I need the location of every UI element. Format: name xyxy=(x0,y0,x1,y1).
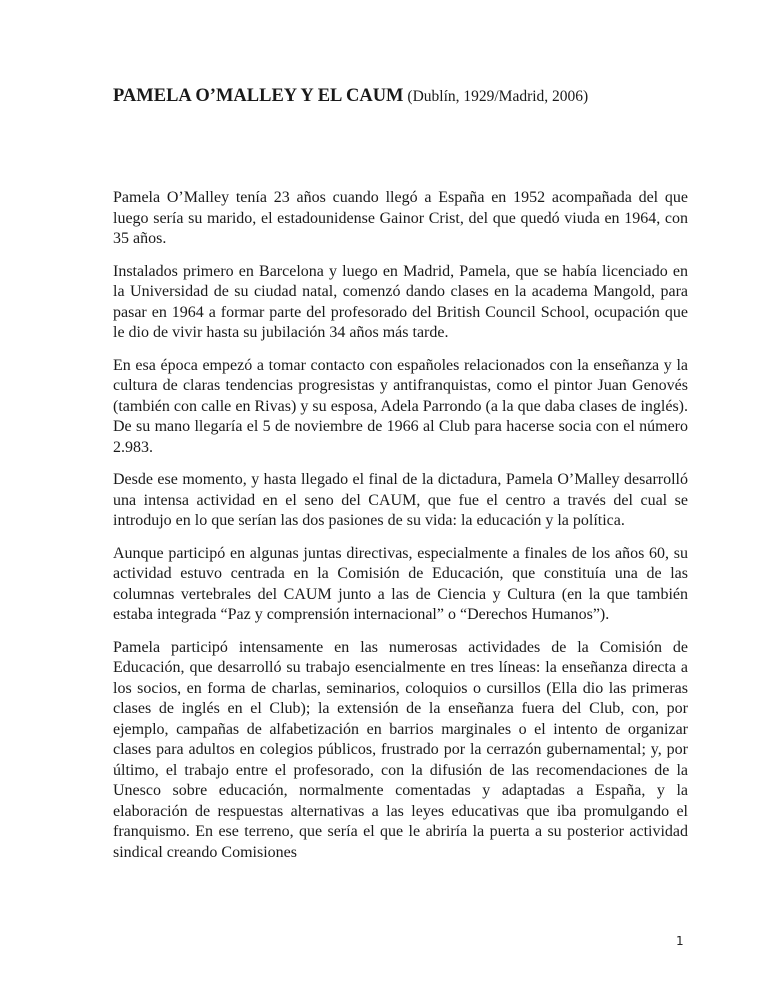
paragraph: Desde ese momento, y hasta llegado el final de la dictadura, Pamela O’Malley desarrolló una intensa actividad en el seno del CAUM, que fue el centro a través del cual se introdujo en lo que serían las dos pasiones de su vida: la educación y la política. xyxy=(113,471,688,529)
paragraph: Instalados primero en Barcelona y luego en Madrid, Pamela, que se había licenciado en la Universidad de su ciudad natal, comenzó dando clases en la academa Mangold, para pasar en 1964 a formar parte del profesorado del British Council School, ocupación que le dio de vivir hasta su jubilación 34 años más tarde. xyxy=(113,262,688,341)
title-main: PAMELA O’MALLEY Y EL CAUM xyxy=(113,86,404,106)
document-body xyxy=(113,188,688,875)
page-number: 1 xyxy=(676,934,684,948)
paragraph: Aunque participó en algunas juntas directivas, especialmente a finales de los años 60, su actividad estuvo centrada en la Comisión de Educación, que constituía una de las columnas vertebrales del CAUM junto a las de Ciencia y Cultura (en la que también estaba integrada “Paz y comprensión internacional” o “Derechos Humanos”). xyxy=(113,544,688,623)
paragraph: En esa época empezó a tomar contacto con españoles relacionados con la enseñanza y la cultura de claras tendencias progresistas y antifranquistas, como el pintor Juan Genovés (también con calle en Rivas) y su esposa, Adela Parrondo (a la que daba clases de inglés). De su mano llegaría el 5 de noviembre de 1966 al Club para hacerse socia con el número 2.983. xyxy=(113,356,688,456)
paragraph: Pamela participó intensamente en las numerosas actividades de la Comisión de Educación, que desarrolló su trabajo esencialmente en tres líneas: la enseñanza directa a los socios, en forma de charlas, seminarios, coloquios o cursillos (Ella dio las primeras clases de inglés en el Club); la extensión de la enseñanza fuera del Club, con, por ejemplo, campañas de alfabetización en barrios marginales o el intento de organizar clases para adultos en colegios públicos, frustrado por la cerrazón gubernamental; y, por último, el trabajo entre el profesorado, con la difusión de las recomendaciones de la Unesco sobre educación, normalmente comentadas y adaptadas a España, y la elaboración de respuestas alternativas a las leyes educativas que iba promulgando el franquismo. En ese terreno, que sería el que le abriría la puerta a su posterior actividad sindical creando Comisiones xyxy=(113,638,688,861)
document-title xyxy=(113,86,588,107)
title-subtitle-dates: (Dublín, 1929/Madrid, 2006) xyxy=(403,88,589,105)
paragraph: Pamela O’Malley tenía 23 años cuando llegó a España en 1952 acompañada del que luego sería su marido, el estadounidense Gainor Crist, del que quedó viuda en 1964, con 35 años. xyxy=(113,189,688,247)
